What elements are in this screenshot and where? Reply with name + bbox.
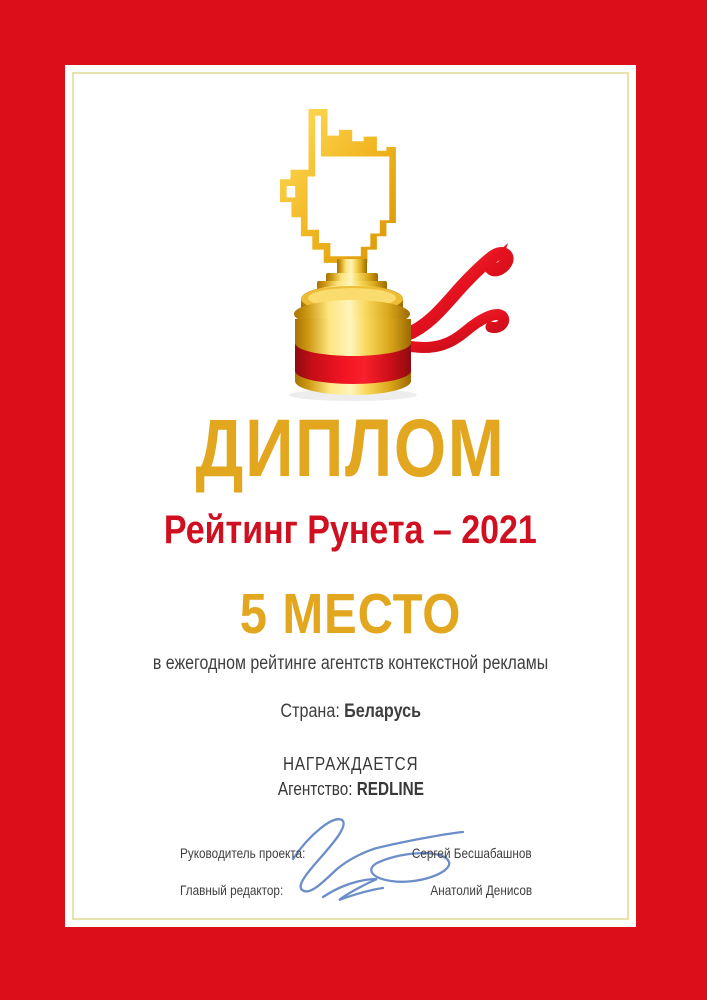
place-heading: 5 МЕСТО [239, 582, 462, 646]
red-ribbon-icon [406, 243, 508, 348]
signature-row [180, 845, 532, 861]
agency-line [65, 778, 636, 800]
signature-row [180, 882, 532, 898]
agency-label: Агентство: [277, 779, 353, 799]
country-line [65, 699, 636, 725]
country-label: Страна: [280, 701, 340, 722]
diploma-title: ДИПЛОМ [195, 403, 506, 494]
signatory-name: Анатолий Денисов [430, 882, 532, 898]
rating-title: Рейтинг Рунета – 2021 [164, 508, 537, 552]
trophy-base [294, 259, 411, 395]
trophy-image [240, 103, 530, 403]
pixel-hand-cursor-icon [280, 109, 396, 263]
signature-role-label: Главный редактор: [180, 882, 284, 898]
awarded-heading: НАГРАЖДАЕТСЯ [282, 754, 419, 774]
agency-value: REDLINE [356, 779, 424, 799]
country-value: Беларусь [343, 701, 421, 722]
category-description: в ежегодном рейтинге агентств контекстной рекламы [152, 653, 549, 674]
signature-role-label: Руководитель проекта: [180, 845, 306, 861]
certificate-page [65, 65, 636, 927]
signatory-name: Сергей Бесшабашнов [412, 845, 532, 861]
